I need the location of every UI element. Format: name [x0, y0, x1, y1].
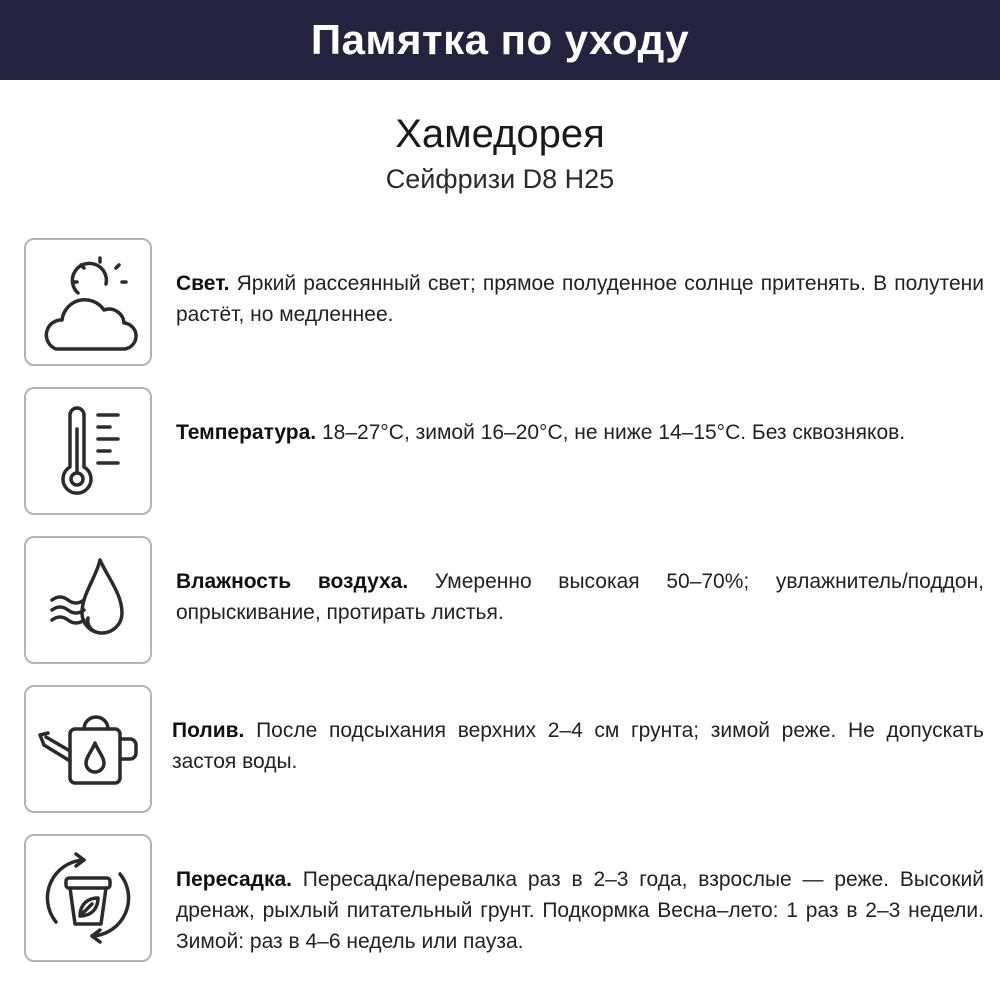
care-description: 18–27°C, зимой 16–20°C, не ниже 14–15°C. Без сквозняков. — [321, 421, 906, 444]
care-text — [176, 566, 984, 628]
humidity-drop-icon — [26, 538, 150, 662]
page-title: Памятка по уходу — [310, 16, 690, 63]
care-item-light — [24, 238, 984, 366]
sun-cloud-icon — [26, 240, 150, 364]
repot-icon — [26, 836, 150, 960]
care-item-temperature — [24, 387, 984, 515]
icon-box — [24, 387, 152, 515]
care-label: Свет. — [176, 272, 230, 295]
care-item-humidity — [24, 536, 984, 664]
plant-name: Хамедорея — [395, 112, 605, 156]
care-description: После подсыхания верхних 2–4 см грунта; зимой реже. Не допускать застоя воды. — [172, 719, 984, 773]
icon-box — [24, 685, 152, 813]
care-description: Яркий рассеянный свет; прямое полуденное солнце притенять. В полутени растёт, но медленнее. — [176, 272, 984, 326]
care-label: Влажность воздуха. — [176, 570, 409, 593]
care-label: Пересадка. — [176, 868, 292, 891]
icon-box — [24, 834, 152, 962]
icon-box — [24, 536, 152, 664]
icon-box — [24, 238, 152, 366]
watering-can-icon — [26, 687, 150, 811]
care-text — [172, 715, 984, 777]
care-description: Пересадка/перевалка раз в 2–3 года, взрослые — реже. Высокий дренаж, рыхлый питательный грунт. Подкормка Весна–лето: 1 раз в 2–3 недели. Зимой: раз в 4–6 недель или пауза. — [176, 868, 984, 953]
thermometer-icon — [26, 389, 150, 513]
care-item-repotting — [24, 834, 984, 962]
header-banner — [0, 0, 1000, 80]
care-label: Температура. — [176, 421, 317, 444]
care-description: Умеренно высокая 50–70%; увлажнитель/поддон, опрыскивание, протирать листья. — [176, 570, 985, 624]
care-label: Полив. — [172, 719, 245, 742]
plant-variety: Сейфризи D8 H25 — [385, 164, 615, 194]
care-item-watering — [24, 685, 984, 813]
care-text — [176, 864, 984, 957]
care-text — [176, 268, 984, 330]
care-text — [176, 417, 984, 448]
